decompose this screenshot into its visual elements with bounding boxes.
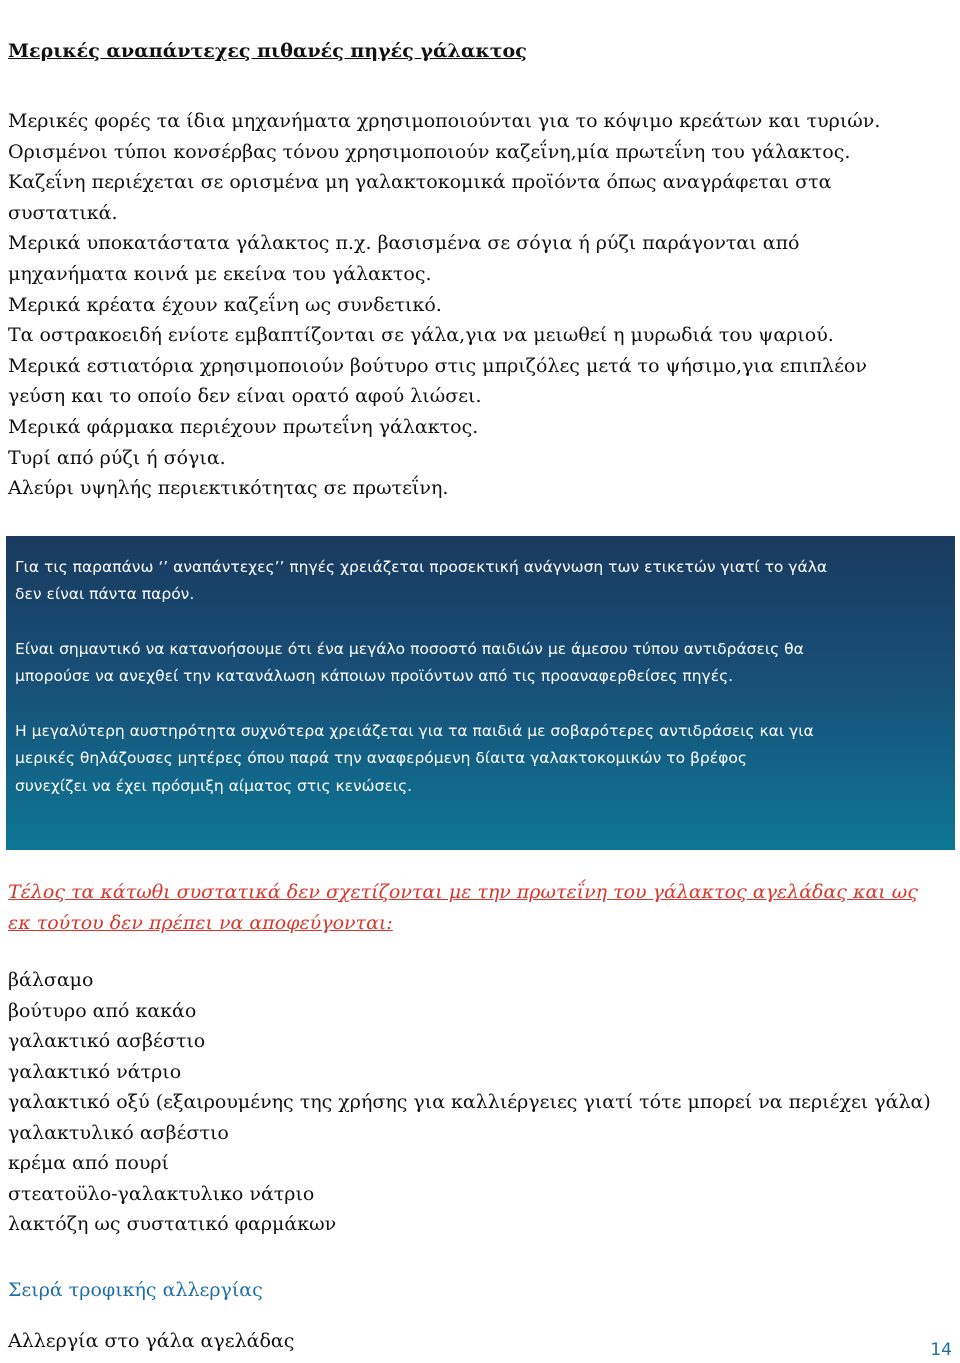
paragraph-line: Μερικές φορές τα ίδια μηχανήματα χρησιμοποιούνται για το κόψιμο κρεάτων και τυριών.	[8, 110, 881, 132]
callout-paragraph-1	[15, 554, 945, 609]
red-heading-line: εκ τούτου δεν πρέπει να αποφεύγονται:	[8, 912, 393, 934]
possible-sources-paragraph	[8, 106, 948, 504]
paragraph-line: Μερικά κρέατα έχουν καζεΐνη ως συνδετικό.	[8, 293, 442, 316]
list-item: κρέμα από πουρί	[8, 1152, 169, 1174]
section-heading: Μερικές αναπάντεχες πιθανές πηγές γάλακτος	[8, 40, 527, 62]
paragraph-line: Καζεΐνη περιέχεται σε ορισμένα μη γαλακτοκομικά προϊόντα όπως αναγράφεται στα	[8, 171, 832, 194]
list-item: γαλακτικό ασβέστιο	[8, 1030, 206, 1052]
callout-line: μερικές θηλάζουσες μητέρες όπου παρά την αναφερόμενη δίαιτα γαλακτοκομικών το βρέφος	[15, 749, 747, 768]
series-link-heading: Σειρά τροφικής αλλεργίας	[8, 1279, 263, 1301]
callout-line: συνεχίζει να έχει πρόσμιξη αίματος στις κενώσεις.	[15, 776, 413, 795]
list-item: γαλακτικό οξύ (εξαιρουμένης της χρήσης για καλλιέργειες γιατί τότε μπορεί να περιέχει γάλα)	[8, 1091, 931, 1113]
paragraph-line: μηχανήματα κοινά με εκείνα του γάλακτος.	[8, 262, 432, 285]
list-item: βούτυρο από κακάο	[8, 999, 197, 1022]
callout-line: Είναι σημαντικό να κατανοήσουμε ότι ένα μεγάλο ποσοστό παιδιών με άμεσου τύπου αντιδράσεις θα	[15, 640, 804, 658]
paragraph-line: Τυρί από ρύζι ή σόγια.	[8, 446, 226, 469]
callout-line: δεν είναι πάντα παρόν.	[15, 585, 195, 604]
paragraph-line: Αλεύρι υψηλής περιεκτικότητας σε πρωτεΐνη.	[8, 477, 449, 500]
paragraph-line: Τα οστρακοειδή ενίοτε εμβαπτίζονται σε γάλα,για να μειωθεί η μυρωδιά του ψαριού.	[8, 324, 834, 347]
callout-line: Για τις παραπάνω ‘’ αναπάντεχες’’ πηγές χρειάζεται προσεκτική ανάγνωση των ετικετών γιατί το γάλα	[15, 558, 828, 576]
ingredients-list	[8, 965, 931, 1240]
non-avoid-heading	[8, 877, 953, 939]
list-item: βάλσαμο	[8, 969, 94, 991]
paragraph-line: συστατικά.	[8, 201, 118, 224]
paragraph-line: γεύση και το οποίο δεν είναι ορατό αφού λιώσει.	[8, 385, 482, 408]
list-item: στεατοϋλο-γαλακτυλικο νάτριο	[8, 1182, 315, 1205]
callout-paragraph-2	[15, 636, 945, 691]
red-heading-line: Τέλος τα κάτωθι συστατικά δεν σχετίζονται με την πρωτεΐνη του γάλακτος αγελάδας και ως	[8, 881, 918, 903]
list-item: γαλακτικό νάτριο	[8, 1060, 182, 1083]
info-callout-box	[6, 536, 955, 850]
footer-title: Αλλεργία στο γάλα αγελάδας	[8, 1330, 295, 1352]
paragraph-line: Ορισμένοι τύποι κονσέρβας τόνου χρησιμοποιούν καζεΐνη,μία πρωτεΐνη του γάλακτος.	[8, 140, 851, 163]
callout-line: Η μεγαλύτερη αυστηρότητα συχνότερα χρειάζεται για τα παιδιά με σοβαρότερες αντιδράσεις και για	[15, 722, 814, 740]
page-number: 14	[930, 1340, 952, 1360]
callout-line: μπορούσε να ανεχθεί την κατανάλωση κάποιων προϊόντων από τις προαναφερθείσες πηγές.	[15, 667, 734, 686]
callout-paragraph-3	[15, 718, 945, 800]
paragraph-line: Μερικά υποκατάστατα γάλακτος π.χ. βασισμένα σε σόγια ή ρύζι παράγονται από	[8, 232, 800, 255]
list-item: λακτόζη ως συστατικό φαρμάκων	[8, 1213, 337, 1235]
paragraph-line: Μερικά φάρμακα περιέχουν πρωτεΐνη γάλακτος.	[8, 415, 479, 438]
paragraph-line: Μερικά εστιατόρια χρησιμοποιούν βούτυρο στις μπριζόλες μετά το ψήσιμο,για επιπλέον	[8, 354, 867, 377]
list-item: γαλακτυλικό ασβέστιο	[8, 1121, 229, 1144]
